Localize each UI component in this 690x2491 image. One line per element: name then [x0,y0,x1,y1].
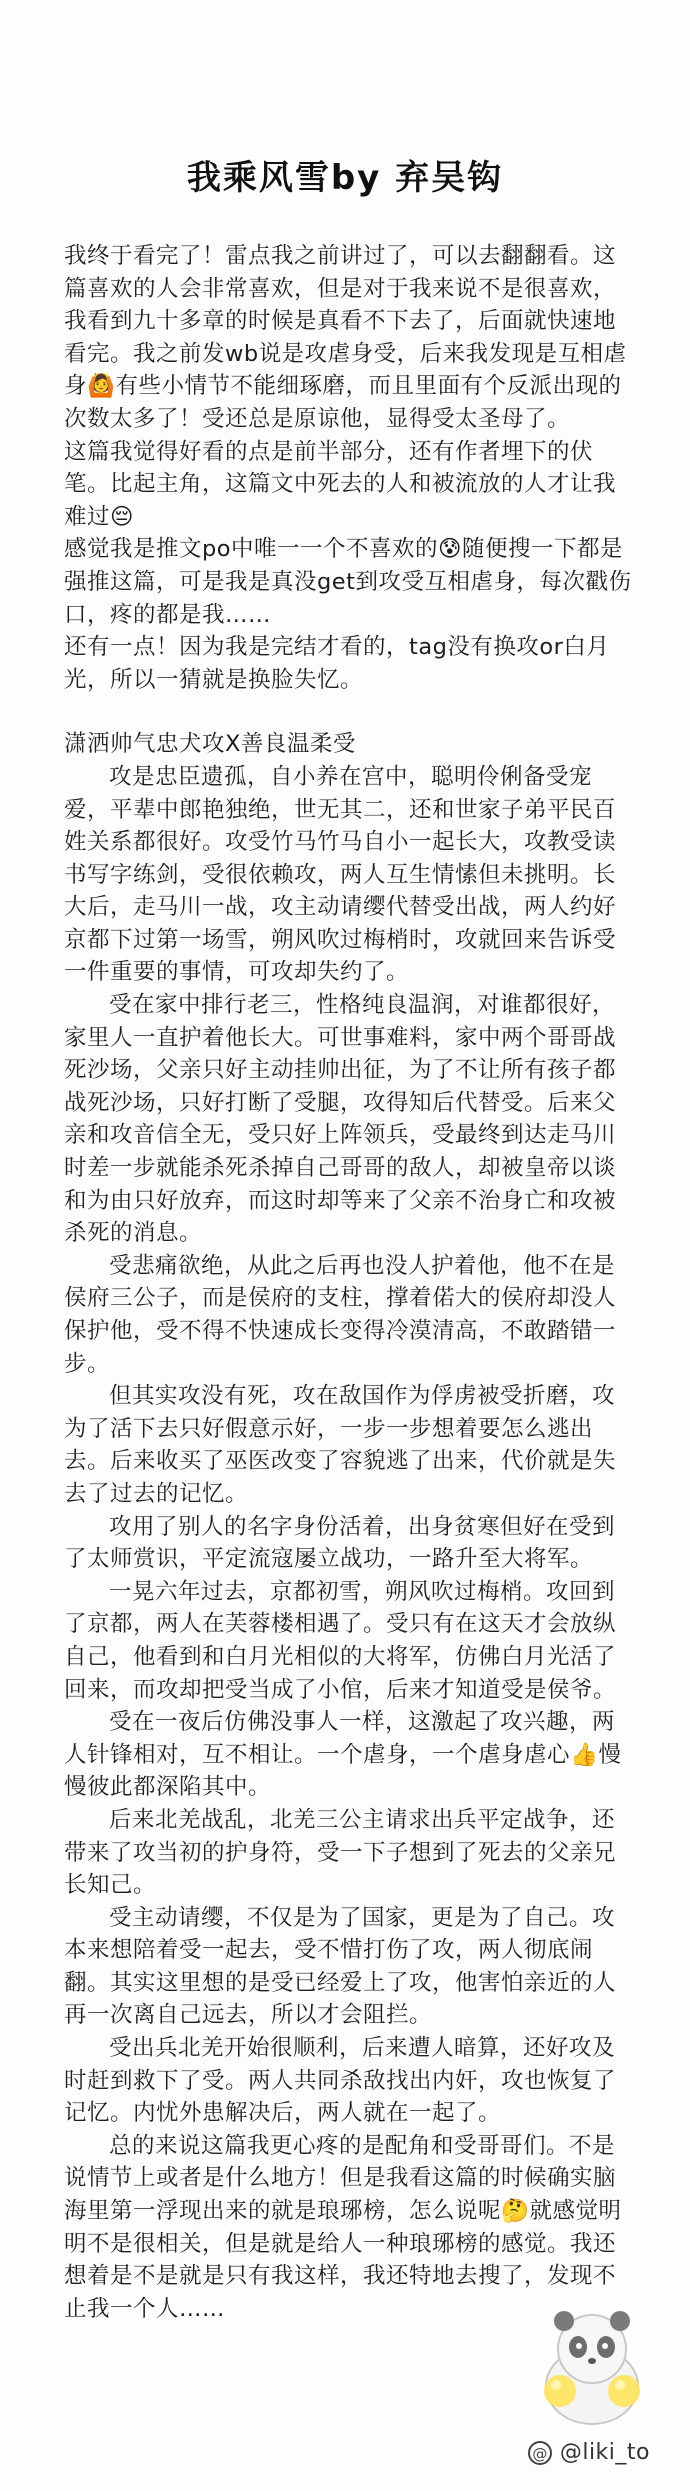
paragraph-summary: 总的来说这篇我更心疼的是配角和受哥哥们。不是说情节上或者是什么地方！但是我看这篇的时候确实脑海里第一浮现出来的就是琅琊榜，怎么说呢🤔就感觉明明不是很相关，但是就是给人一种琅琊榜的感觉。我还想着是不是就是只有我这样，我还特地去搜了，发现不止我一个人…… [64,2132,622,2322]
paragraph-4: 还有一点！因为我是完结才看的，tag没有换攻or白月光，所以一猜就是换脸失忆。 [64,634,610,693]
paragraph-conflict: 受在一夜后仿佛没事人一样，这激起了攻兴趣，两人针锋相对，互不相让。一个虐身，一个虐身虐心👍慢慢彼此都深陷其中。 [64,1709,622,1801]
author-handle: @liki_to [559,2440,650,2465]
blank-line [64,696,634,728]
paragraph-3: 感觉我是推文po中唯一一个不喜欢的😰随便搜一下都是强推这篇，可是我是真没get到攻受互相虐身，每次戳伤口，疼的都是我…… [64,536,632,628]
document-title: 我乘风雪by 弃吴钩 [186,158,504,198]
paragraph-departure: 受主动请缨，不仅是为了国家，更是为了自己。攻本来想陪着受一起去，受不惜打伤了攻，两人彻底闹翻。其实这里想的是受已经爱上了攻，他害怕亲近的人再一次离自己远去，所以才会阻拦。 [64,1904,617,2029]
document-body [64,240,634,2325]
paragraph-shou-grief: 受悲痛欲绝，从此之后再也没人护着他，他不在是侯府三公子，而是侯府的支柱，撑着偌大的侯府却没人保护他，受不得不快速成长变得冷漠清高，不敢踏错一步。 [64,1252,617,1377]
at-sign-icon: @ [528,2441,552,2465]
paragraph-shou-intro: 受在家中排行老三，性格纯良温润，对谁都很好，家里人一直护着他长大。可世事难料，家中两个哥哥战死沙场，父亲只好主动挂帅出征，为了不让所有孩子都战死沙场，只好打断了受腿，攻得知后代替受。后来父亲和攻音信全无，受只好上阵领兵，受最终到达走马川时差一步就能杀死杀掉自己哥哥的敌人，却被皇帝以谈和为由只好放弃，而这时却等来了父亲不治身亡和攻被杀死的消息。 [64,992,617,1247]
paragraph-gong-rise: 攻用了别人的名字身份活着，出身贫寒但好在受到了太师赏识，平定流寇屡立战功，一路升至大将军。 [64,1513,616,1573]
paragraph-war: 后来北羌战乱，北羌三公主请求出兵平定战争，还带来了攻当初的护身符，受一下子想到了死去的父亲兄长知己。 [64,1806,617,1899]
paragraph-ending: 受出兵北羌开始很顺利，后来遭人暗算，还好攻及时赶到救下了受。两人共同杀敌找出内奸，攻也恢复了记忆。内忧外患解决后，两人就在一起了。 [64,2035,617,2127]
panda-mascot-icon [522,2301,662,2431]
paragraph-reunion: 一晃六年过去，京都初雪，朔风吹过梅梢。攻回到了京都，两人在芙蓉楼相遇了。受只有在这天才会放纵自己，他看到和白月光相似的大将军，仿佛白月光活了回来，而攻却把受当成了小倌，后来才知道受是侯爷。 [64,1578,617,1703]
watermark [528,2440,650,2465]
paragraph-1: 我终于看完了！雷点我之前讲过了，可以去翻翻看。这篇喜欢的人会非常喜欢，但是对于我来说不是很喜欢，我看到九十多章的时候是真看不下去了，后面就快速地看完。我之前发wb说是攻虐身受，后来我发现是互相虐身🙆有些小情节不能细琢磨，而且里面有个反派出现的次数太多了！受还总是原谅他，显得受太圣母了。 [64,243,627,432]
pairing-heading: 潇洒帅气忠犬攻X善良温柔受 [64,731,356,758]
paragraph-2: 这篇我觉得好看的点是前半部分，还有作者埋下的伏笔。比起主角，这篇文中死去的人和被流放的人才让我难过😔 [64,438,617,530]
paragraph-gong-survival: 但其实攻没有死，攻在敌国作为俘虏被受折磨，攻为了活下去只好假意示好，一步一步想着要怎么逃出去。后来收买了巫医改变了容貌逃了出来，代价就是失去了过去的记忆。 [64,1383,617,1507]
paragraph-gong-intro: 攻是忠臣遗孤，自小养在宫中，聪明伶俐备受宠爱，平辈中郎艳独绝，世无其二，还和世家子弟平民百姓关系都很好。攻受竹马竹马自小一起长大，攻教受读书写字练剑，受很依赖攻，两人互生情愫但未挑明。长大后，走马川一战，攻主动请缨代替受出战，两人约好京都下过第一场雪，朔风吹过梅梢时，攻就回来告诉受一件重要的事情，可攻却失约了。 [64,763,617,986]
